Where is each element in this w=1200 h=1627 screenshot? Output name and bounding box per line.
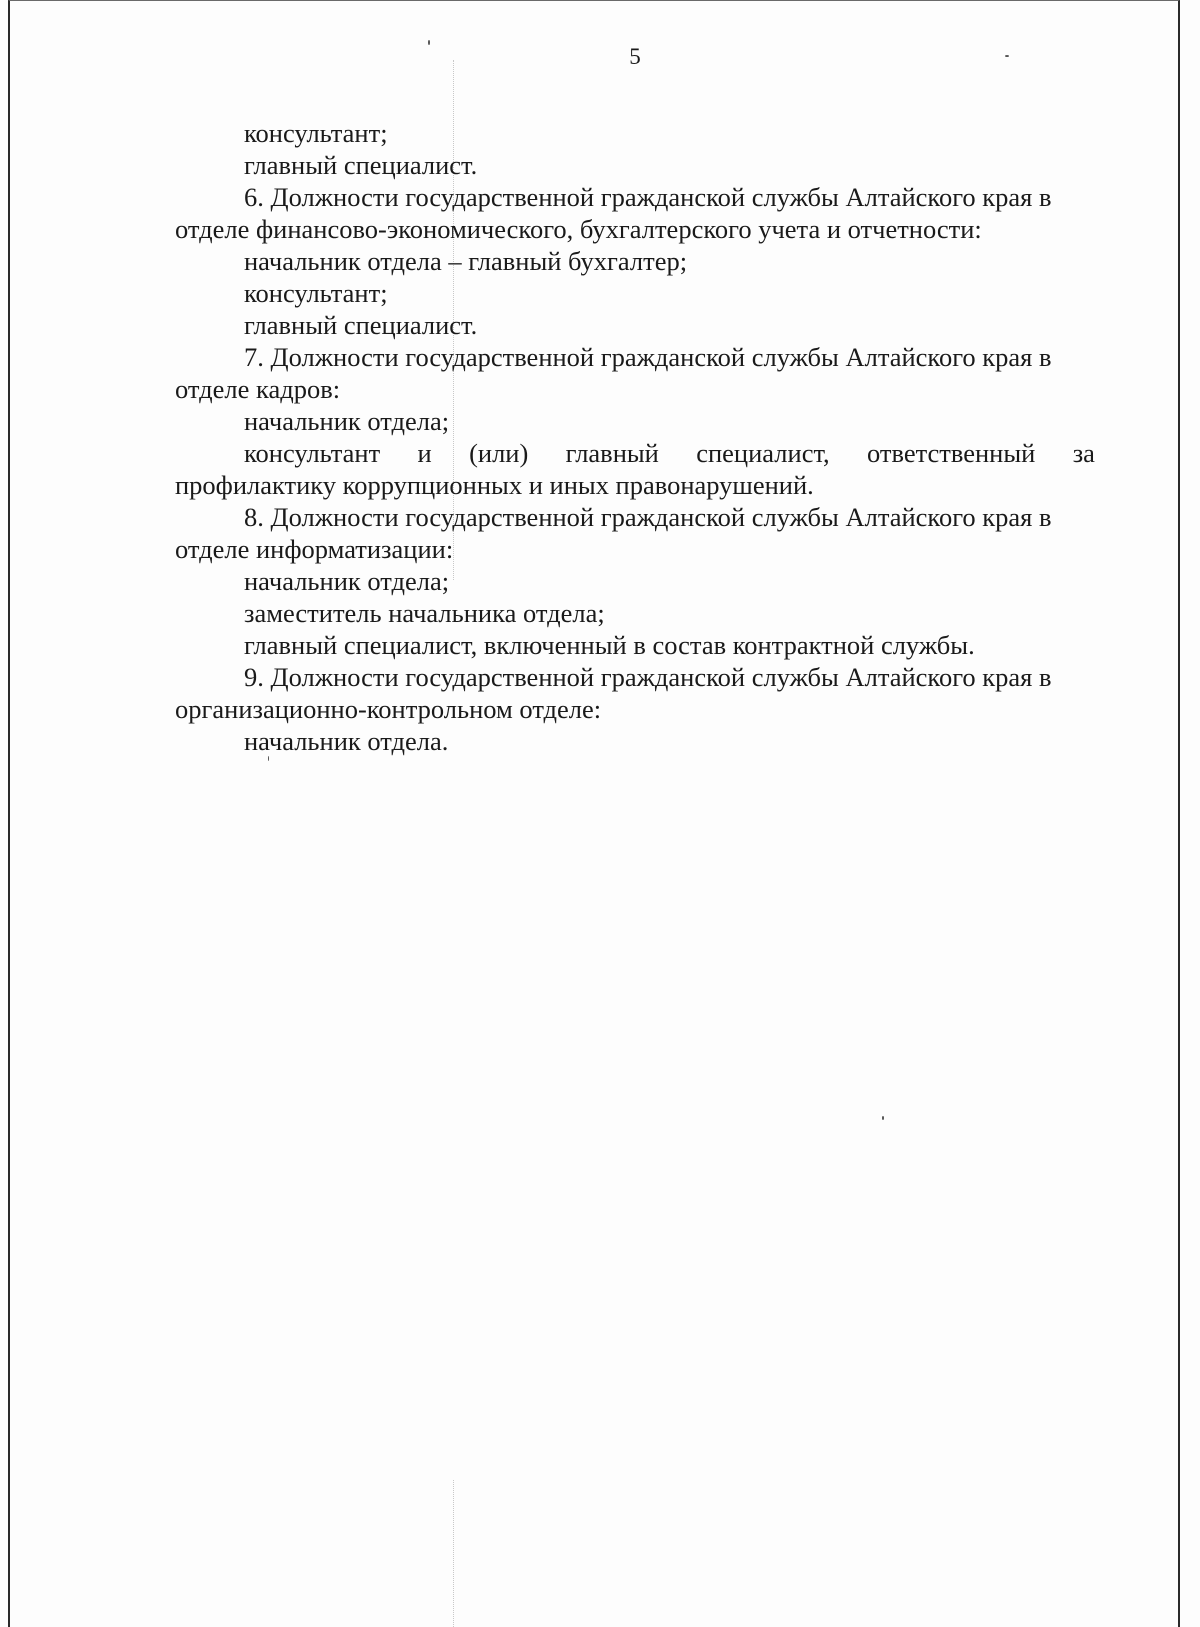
position-list-item: главный специалист. [244, 150, 478, 180]
position-list-item: главный специалист, включенный в состав контрактной службы. [244, 630, 975, 660]
position-list-item: начальник отдела; [244, 406, 450, 436]
word: (или) [469, 438, 529, 468]
position-list-item: заместитель начальника отдела; [244, 598, 605, 628]
paragraph-continuation-line: организационно-контрольном отделе: [175, 694, 602, 724]
position-list-item: начальник отдела – главный бухгалтер; [244, 246, 688, 276]
word: консультант [244, 438, 381, 468]
word: специалист, [696, 438, 830, 468]
paragraph-heading-line: 7. Должности государственной гражданской службы Алтайского края в [244, 342, 1052, 372]
paragraph-heading-line: 8. Должности государственной гражданской службы Алтайского края в [244, 502, 1052, 532]
position-list-item: консультант; [244, 118, 388, 148]
paragraph-heading-line: 6. Должности государственной гражданской службы Алтайского края в [244, 182, 1052, 212]
position-list-item: начальник отдела; [244, 566, 450, 596]
paragraph-heading-line: 9. Должности государственной гражданской службы Алтайского края в [244, 662, 1052, 692]
paragraph-continuation-line: отделе финансово-экономического, бухгалтерского учета и отчетности: [175, 214, 982, 244]
position-list-item: консультант; [244, 278, 388, 308]
word: ответственный [867, 438, 1036, 468]
justified-line [175, 437, 1095, 469]
position-list-item: главный специалист. [244, 310, 478, 340]
word: главный [565, 438, 659, 468]
position-list-item: начальник отдела. [244, 726, 449, 756]
page-number: 5 [629, 44, 641, 69]
word: и [417, 438, 432, 468]
paragraph-continuation-line: отделе информатизации: [175, 534, 454, 564]
paragraph-continuation-line: отделе кадров: [175, 374, 341, 404]
scan-speck [882, 1116, 884, 1120]
fold-line-lower [453, 1480, 454, 1627]
document-body [175, 117, 1095, 757]
paragraph-continuation-line: профилактику коррупционных и иных правонарушений. [175, 470, 814, 500]
word: за [1072, 438, 1095, 468]
